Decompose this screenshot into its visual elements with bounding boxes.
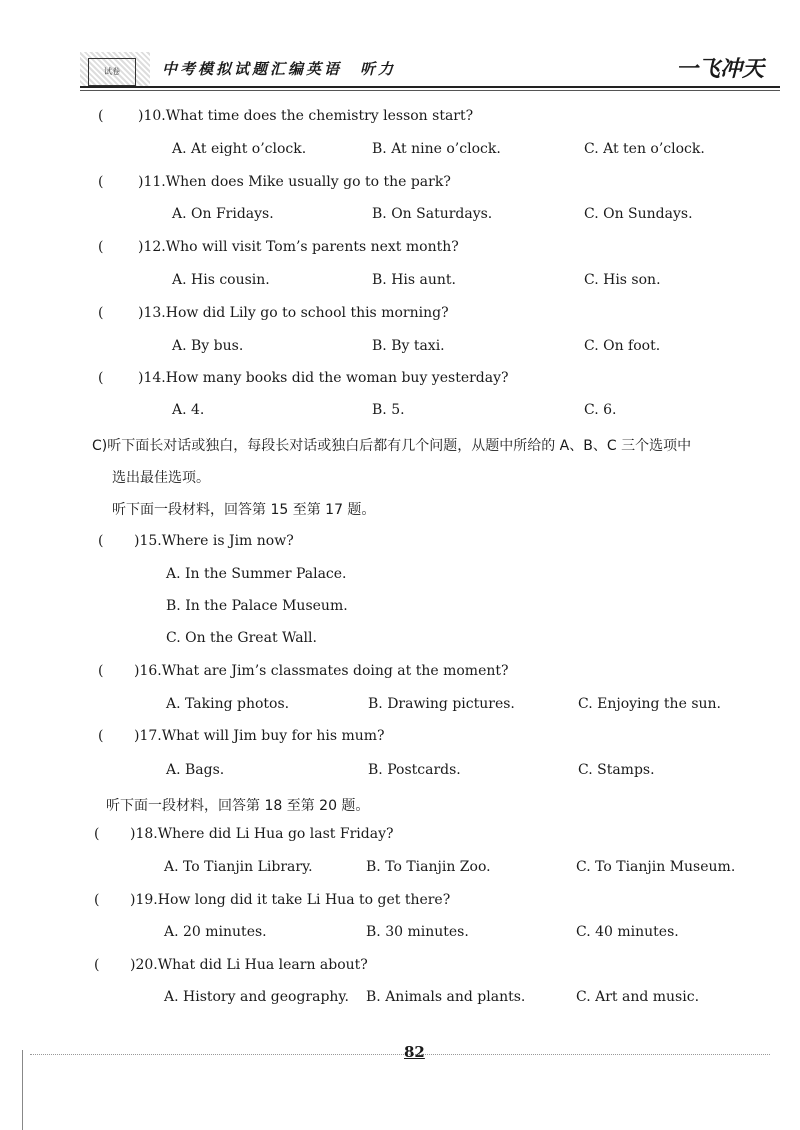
question-number: )16. [134, 663, 162, 679]
section-c-instruction-cont: 选出最佳选项。 [112, 470, 210, 486]
option-c: C. 6. [584, 402, 617, 418]
option-c: C. On foot. [584, 338, 661, 354]
answer-bracket: ( [98, 108, 104, 124]
question-number: )12. [138, 239, 166, 255]
option-b: B. On Saturdays. [372, 206, 493, 222]
question-17 [134, 728, 385, 744]
answer-bracket: ( [94, 892, 100, 908]
answer-bracket: ( [98, 174, 104, 190]
option-a: A. His cousin. [172, 272, 270, 288]
question-number: )18. [130, 826, 158, 842]
question-18 [130, 826, 394, 842]
option-b: B. Drawing pictures. [368, 696, 515, 712]
option-b: B. Animals and plants. [366, 989, 526, 1005]
subsection-heading-18-20: 听下面一段材料，回答第 18 至第 20 题。 [106, 798, 370, 814]
option-a: A. In the Summer Palace. [166, 566, 347, 582]
option-c: C. To Tianjin Museum. [576, 859, 736, 875]
page-number: 82 [404, 1043, 425, 1061]
answer-bracket: ( [98, 239, 104, 255]
question-12 [138, 239, 459, 255]
question-text: What did Li Hua learn about? [157, 957, 368, 973]
option-a: A. 20 minutes. [164, 924, 267, 940]
option-b: B. 5. [372, 402, 405, 418]
option-a: A. At eight o’clock. [172, 141, 307, 157]
question-number: )17. [134, 728, 162, 744]
option-b: B. By taxi. [372, 338, 445, 354]
question-number: )15. [134, 533, 162, 549]
option-a: A. By bus. [172, 338, 244, 354]
option-a: A. History and geography. [164, 989, 349, 1005]
answer-bracket: ( [98, 370, 104, 386]
option-b: B. To Tianjin Zoo. [366, 859, 491, 875]
option-b: B. His aunt. [372, 272, 456, 288]
section-c-instruction: C)听下面长对话或独白，每段长对话或独白后都有几个问题，从题中所给的 A、B、C 三个选项中 [92, 438, 692, 454]
option-c: C. Stamps. [578, 762, 655, 778]
header-title: 中考模拟试题汇编英语 听力 [162, 60, 397, 78]
question-text: Where did Li Hua go last Friday? [157, 826, 394, 842]
option-a: A. To Tianjin Library. [164, 859, 313, 875]
option-a: A. 4. [172, 402, 205, 418]
question-19 [130, 892, 450, 908]
question-14 [138, 370, 509, 386]
question-text: What time does the chemistry lesson start? [165, 108, 474, 124]
answer-bracket: ( [98, 305, 104, 321]
option-b: B. Postcards. [368, 762, 461, 778]
question-text: How long did it take Li Hua to get there? [157, 892, 451, 908]
option-a: A. Taking photos. [166, 696, 290, 712]
option-c: C. Art and music. [576, 989, 700, 1005]
question-number: )20. [130, 957, 158, 973]
header-rule [80, 86, 780, 88]
option-c: C. 40 minutes. [576, 924, 679, 940]
answer-bracket: ( [94, 826, 100, 842]
question-number: )10. [138, 108, 166, 124]
question-13 [138, 305, 449, 321]
answer-bracket: ( [94, 957, 100, 973]
binding-edge [22, 1050, 23, 1130]
question-number: )19. [130, 892, 158, 908]
question-text: What will Jim buy for his mum? [161, 728, 385, 744]
option-b: B. 30 minutes. [366, 924, 469, 940]
option-c: C. At ten o’clock. [584, 141, 705, 157]
question-10 [138, 108, 473, 124]
answer-bracket: ( [98, 728, 104, 744]
header-rule-thin [80, 90, 780, 91]
question-text: How many books did the woman buy yesterday? [165, 370, 509, 386]
question-text: When does Mike usually go to the park? [165, 174, 451, 190]
question-15 [134, 533, 294, 549]
option-b: B. At nine o’clock. [372, 141, 501, 157]
question-text: What are Jim’s classmates doing at the moment? [161, 663, 509, 679]
question-text: Where is Jim now? [161, 533, 294, 549]
option-c: C. His son. [584, 272, 661, 288]
option-b: B. In the Palace Museum. [166, 598, 348, 614]
question-16 [134, 663, 509, 679]
question-text: How did Lily go to school this morning? [165, 305, 449, 321]
header-logo: 试卷 [88, 58, 136, 86]
option-c: C. On the Great Wall. [166, 630, 317, 646]
question-11 [138, 174, 451, 190]
option-c: C. On Sundays. [584, 206, 693, 222]
option-a: A. On Fridays. [172, 206, 274, 222]
question-20 [130, 957, 368, 973]
answer-bracket: ( [98, 663, 104, 679]
option-c: C. Enjoying the sun. [578, 696, 721, 712]
question-number: )14. [138, 370, 166, 386]
subsection-heading-15-17: 听下面一段材料，回答第 15 至第 17 题。 [112, 502, 376, 518]
question-number: )11. [138, 174, 166, 190]
question-text: Who will visit Tom’s parents next month? [165, 239, 459, 255]
option-a: A. Bags. [166, 762, 225, 778]
answer-bracket: ( [98, 533, 104, 549]
header-brand: 一飞冲天 [676, 57, 765, 82]
footer-rule [30, 1054, 770, 1055]
question-number: )13. [138, 305, 166, 321]
